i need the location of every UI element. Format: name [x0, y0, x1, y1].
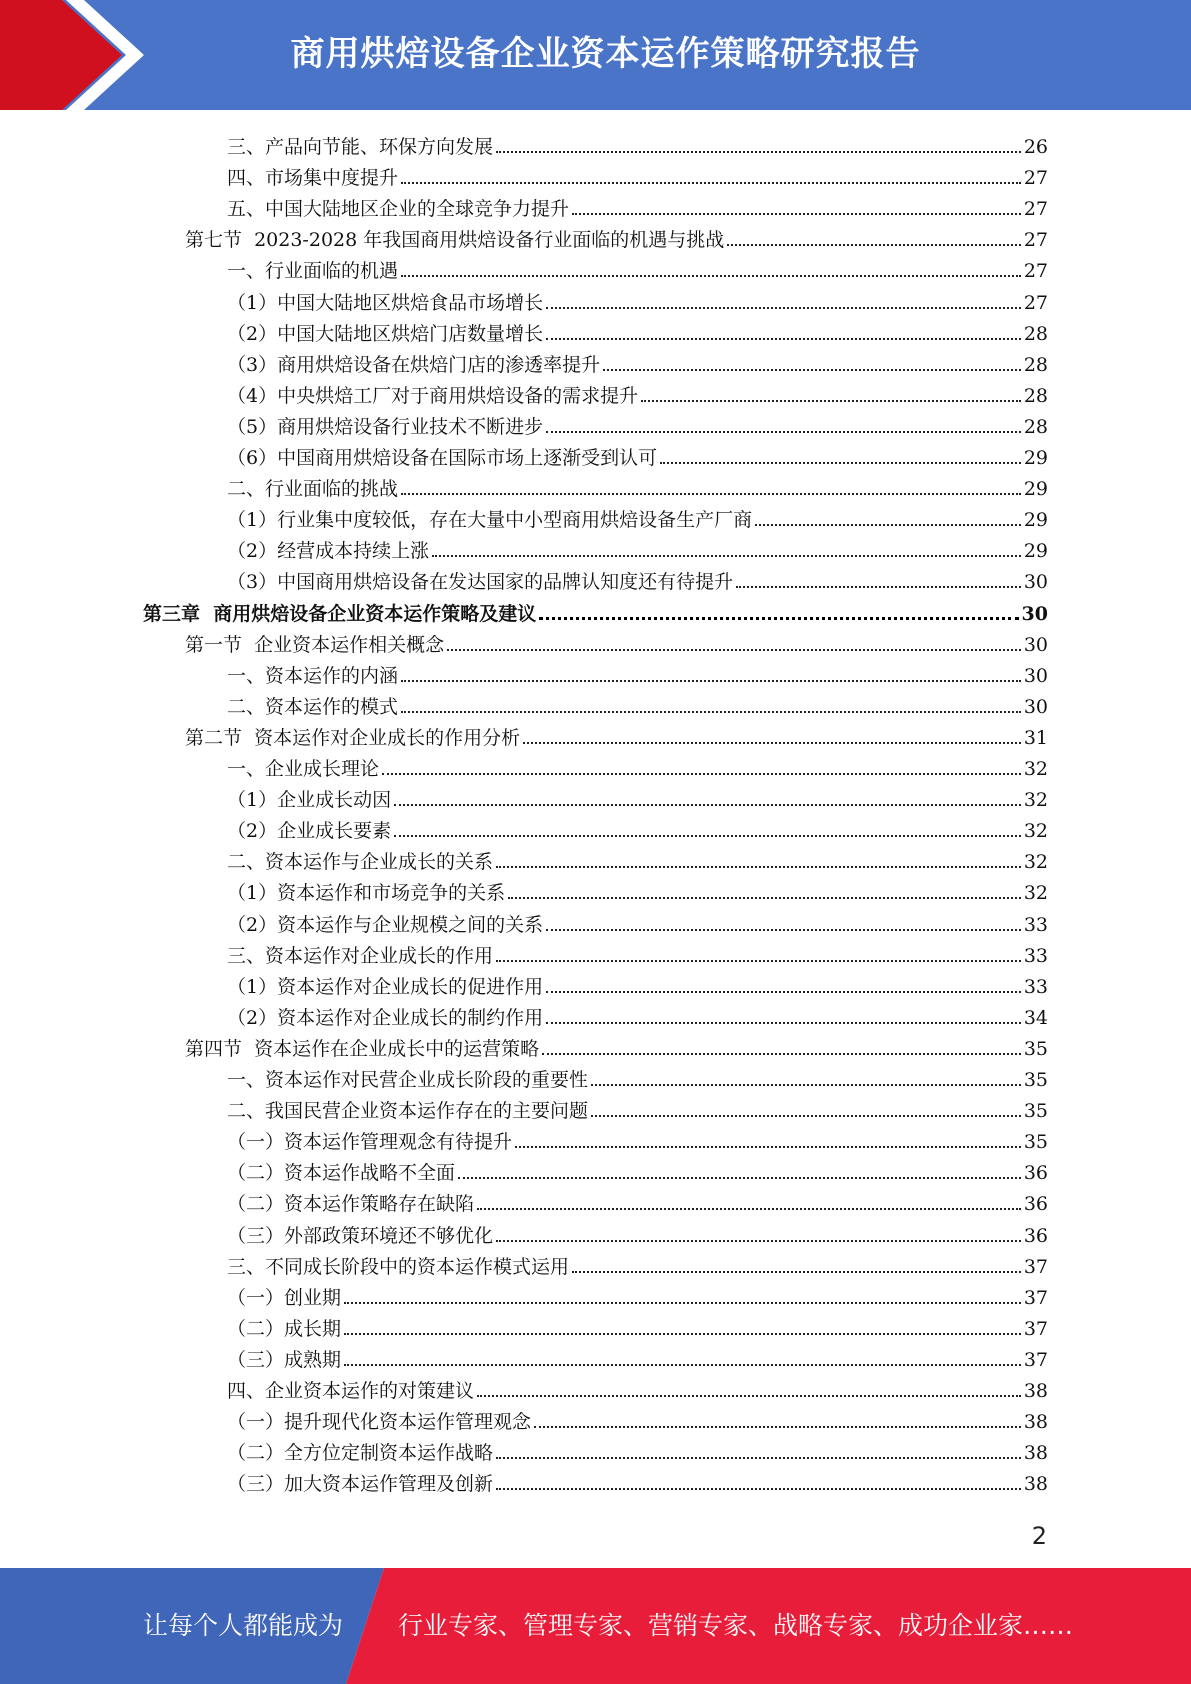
toc-entry-label: （3）中国商用烘焙设备在发达国家的品牌认知度还有待提升	[227, 571, 734, 594]
toc-entry[interactable]	[227, 562, 1048, 593]
toc-dot-leader	[496, 1488, 1021, 1490]
toc-entry-label: （一）提升现代化资本运作管理观念	[227, 1411, 532, 1434]
toc-entry[interactable]	[227, 283, 1048, 314]
toc-entry-page: 33	[1023, 944, 1048, 967]
toc-entry-page: 38	[1023, 1380, 1048, 1402]
toc-entry-label: （1）中国大陆地区烘焙食品市场增长	[227, 291, 544, 314]
toc-entry[interactable]	[227, 1247, 1048, 1278]
toc-entry[interactable]	[227, 687, 1048, 718]
toc-entry-page: 36	[1023, 1193, 1048, 1216]
toc-entry[interactable]	[227, 656, 1048, 687]
toc-dot-leader	[496, 960, 1021, 962]
toc-dot-leader	[344, 1364, 1021, 1366]
toc-entry[interactable]	[227, 998, 1048, 1029]
toc-dot-leader	[591, 1084, 1021, 1086]
toc-entry-label: 三、不同成长阶段中的资本运作模式运用	[227, 1255, 570, 1278]
toc-entry-label: 一、行业面临的机遇	[227, 260, 399, 283]
footer-slogan-left: 让每个人都能成为	[143, 1611, 344, 1640]
toc-entry[interactable]	[227, 345, 1048, 376]
toc-entry[interactable]	[227, 1091, 1048, 1122]
toc-entry[interactable]	[227, 1153, 1048, 1184]
toc-entry-page: 32	[1023, 851, 1048, 874]
toc-entry-page: 30	[1023, 571, 1048, 594]
toc-dot-leader	[458, 1177, 1021, 1179]
toc-entry[interactable]	[185, 625, 1048, 656]
toc-entry[interactable]	[227, 1371, 1048, 1402]
toc-entry-page: 37	[1023, 1348, 1048, 1371]
toc-entry[interactable]	[227, 967, 1048, 998]
toc-entry-label: （2）中国大陆地区烘焙门店数量增长	[227, 322, 544, 345]
toc-entry[interactable]	[227, 811, 1048, 842]
toc-entry-label: （2）经营成本持续上涨	[227, 540, 430, 563]
toc-entry-page: 32	[1023, 758, 1048, 780]
toc-dot-leader	[496, 866, 1021, 868]
toc-entry-label: （二）资本运作战略不全面	[227, 1162, 456, 1185]
toc-dot-leader	[546, 929, 1021, 931]
toc-dot-leader	[382, 773, 1021, 775]
toc-dot-leader	[603, 369, 1021, 371]
toc-entry-page: 36	[1023, 1162, 1048, 1185]
toc-entry-page: 30	[1023, 633, 1048, 656]
toc-entry-page: 29	[1023, 540, 1048, 563]
toc-entry-page: 38	[1023, 1442, 1048, 1465]
toc-entry[interactable]	[227, 1309, 1048, 1340]
toc-dot-leader	[477, 1395, 1021, 1397]
toc-entry-label: 四、市场集中度提升	[227, 167, 399, 190]
toc-dot-leader	[546, 991, 1021, 993]
toc-entry-label: 二、我国民营企业资本运作存在的主要问题	[227, 1100, 589, 1123]
toc-entry[interactable]	[227, 500, 1048, 531]
toc-entry-label: （1）行业集中度较低，存在大量中小型商用烘焙设备生产厂商	[227, 509, 753, 532]
toc-entry-page: 32	[1023, 882, 1048, 905]
toc-dot-leader	[508, 897, 1021, 899]
report-title: 商用烘焙设备企业资本运作策略研究报告	[290, 34, 921, 74]
toc-entry-page: 34	[1023, 1006, 1048, 1029]
toc-dot-leader	[401, 711, 1021, 713]
toc-entry[interactable]	[227, 189, 1048, 220]
toc-entry-label: （1）企业成长动因	[227, 789, 392, 812]
toc-entry-label: （1）资本运作和市场竞争的关系	[227, 882, 506, 905]
toc-entry-label: 三、资本运作对企业成长的作用	[227, 944, 494, 967]
toc-dot-leader	[523, 742, 1021, 744]
toc-entry-label: （一）创业期	[227, 1286, 342, 1309]
toc-dot-leader	[534, 1426, 1021, 1428]
toc-entry-label: （2）企业成长要素	[227, 820, 392, 843]
toc-entry-label: （三）成熟期	[227, 1348, 342, 1371]
toc-entry-label: 一、资本运作对民营企业成长阶段的重要性	[227, 1069, 589, 1091]
toc-entry-page: 37	[1023, 1286, 1048, 1309]
toc-entry-page: 30	[1023, 664, 1048, 687]
toc-dot-leader	[477, 1208, 1021, 1210]
header-band	[0, 0, 1191, 110]
toc-entry[interactable]	[227, 407, 1048, 438]
toc-entry[interactable]	[227, 1433, 1048, 1464]
toc-entry-label: 五、中国大陆地区企业的全球竞争力提升	[227, 198, 570, 221]
toc-entry-page: 29	[1023, 478, 1048, 501]
toc-entry-label: （3）商用烘焙设备在烘焙门店的渗透率提升	[227, 353, 601, 376]
toc-dot-leader	[447, 649, 1021, 651]
toc-entry-label: （6）中国商用烘焙设备在国际市场上逐渐受到认可	[227, 447, 658, 469]
toc-entry-page: 33	[1023, 975, 1048, 998]
toc-entry[interactable]	[185, 718, 1048, 749]
toc-entry[interactable]	[185, 1029, 1048, 1060]
toc-entry-page: 28	[1023, 322, 1048, 345]
toc-entry-page: 29	[1023, 509, 1048, 532]
toc-entry-label: 第四节 资本运作在企业成长中的运营策略	[185, 1037, 540, 1060]
toc-dot-leader	[344, 1333, 1021, 1335]
toc-entry-page: 38	[1023, 1411, 1048, 1434]
toc-dot-leader	[496, 1457, 1021, 1459]
toc-entry-label: （三）外部政策环境还不够优化	[227, 1224, 494, 1247]
toc-dot-leader	[401, 275, 1021, 277]
toc-entry[interactable]	[227, 469, 1048, 500]
toc-entry-page: 27	[1023, 198, 1048, 221]
toc-entry-page: 30	[1023, 695, 1048, 718]
toc-entry-label: （二）资本运作策略存在缺陷	[227, 1193, 475, 1216]
toc-entry-page: 31	[1023, 726, 1048, 749]
toc-dot-leader	[394, 804, 1021, 806]
toc-dot-leader	[641, 400, 1021, 402]
page-number: 2	[1031, 1522, 1047, 1550]
toc-entry-page: 37	[1023, 1255, 1048, 1278]
toc-dot-leader	[432, 555, 1021, 557]
toc-entry-label: 二、资本运作与企业成长的关系	[227, 851, 494, 874]
toc-entry-page: 27	[1023, 260, 1048, 283]
toc-entry[interactable]	[185, 220, 1048, 251]
toc-entry-label: （2）资本运作与企业规模之间的关系	[227, 913, 544, 936]
toc-entry-label: 第一节 企业资本运作相关概念	[185, 633, 445, 656]
toc-entry[interactable]	[227, 842, 1048, 873]
toc-entry-page: 35	[1023, 1131, 1048, 1154]
toc-dot-leader	[401, 493, 1021, 495]
toc-dot-leader	[344, 1302, 1021, 1304]
toc-entry-page: 29	[1023, 447, 1048, 469]
toc-dot-leader	[546, 338, 1021, 340]
toc-entry-page: 36	[1023, 1224, 1048, 1247]
toc-dot-leader	[660, 462, 1021, 464]
toc-entry[interactable]	[227, 1402, 1048, 1433]
toc-dot-leader	[546, 307, 1021, 309]
toc-entry-label: （二）全方位定制资本运作战略	[227, 1442, 494, 1465]
toc-entry-label: （三）加大资本运作管理及创新	[227, 1473, 494, 1496]
toc-entry-page: 35	[1023, 1100, 1048, 1123]
toc-dot-leader	[755, 524, 1021, 526]
toc-entry[interactable]	[143, 594, 1048, 625]
toc-entry[interactable]	[227, 1216, 1048, 1247]
toc-entry[interactable]	[227, 780, 1048, 811]
toc-entry[interactable]	[227, 1184, 1048, 1215]
toc-entry[interactable]	[227, 531, 1048, 562]
toc-dot-leader	[546, 431, 1021, 433]
toc-entry-label: （4）中央烘焙工厂对于商用烘焙设备的需求提升	[227, 384, 639, 407]
toc-dot-leader	[401, 680, 1021, 682]
toc-entry-label: （一）资本运作管理观念有待提升	[227, 1131, 513, 1154]
toc-entry-label: （5）商用烘焙设备行业技术不断进步	[227, 415, 544, 438]
toc-entry-page: 37	[1023, 1317, 1048, 1340]
toc-dot-leader	[591, 1115, 1021, 1117]
toc-entry-label: 第二节 资本运作对企业成长的作用分析	[185, 726, 521, 749]
toc-entry-label: 二、资本运作的模式	[227, 695, 399, 718]
toc-dot-leader	[542, 1053, 1021, 1055]
toc-entry-label: 第三章 商用烘焙设备企业资本运作策略及建议	[143, 602, 537, 625]
toc-entry-label: （二）成长期	[227, 1317, 342, 1340]
toc-dot-leader	[394, 835, 1021, 837]
footer-band	[0, 1568, 1191, 1684]
toc-dot-leader	[727, 244, 1021, 246]
toc-entry-label: 第七节 2023-2028 年我国商用烘焙设备行业面临的机遇与挑战	[185, 229, 725, 252]
toc-entry-label: 二、行业面临的挑战	[227, 478, 399, 501]
toc-dot-leader	[401, 182, 1021, 184]
toc-entry[interactable]	[227, 1278, 1048, 1309]
toc-dot-leader	[539, 617, 1018, 620]
toc-entry-page: 38	[1023, 1473, 1048, 1496]
toc-entry[interactable]	[227, 251, 1048, 282]
toc-entry-page: 32	[1023, 820, 1048, 843]
toc-entry[interactable]	[227, 376, 1048, 407]
toc-entry-page: 28	[1023, 353, 1048, 376]
toc-entry-label: 三、产品向节能、环保方向发展	[227, 136, 494, 158]
toc-entry-label: （2）资本运作对企业成长的制约作用	[227, 1006, 544, 1029]
toc-entry[interactable]	[227, 873, 1048, 904]
toc-entry-page: 26	[1023, 136, 1048, 158]
toc-dot-leader	[572, 213, 1021, 215]
toc-dot-leader	[546, 1022, 1021, 1024]
toc-entry[interactable]	[227, 936, 1048, 967]
toc-entry-page: 27	[1023, 229, 1048, 252]
toc-entry[interactable]	[227, 905, 1048, 936]
toc-dot-leader	[496, 1240, 1021, 1242]
toc-dot-leader	[496, 151, 1021, 153]
toc-entry[interactable]	[227, 1060, 1048, 1091]
toc-entry[interactable]	[227, 127, 1048, 158]
toc-entry[interactable]	[227, 749, 1048, 780]
toc-entry-label: 一、企业成长理论	[227, 758, 380, 780]
toc-entry-label: 一、资本运作的内涵	[227, 664, 399, 687]
toc-dot-leader	[572, 1271, 1021, 1273]
toc-entry-page: 35	[1023, 1037, 1048, 1060]
toc-entry[interactable]	[227, 314, 1048, 345]
toc-entry[interactable]	[227, 1464, 1048, 1495]
toc-entry-label: （1）资本运作对企业成长的促进作用	[227, 975, 544, 998]
toc-entry-label: 四、企业资本运作的对策建议	[227, 1380, 475, 1402]
toc-dot-leader	[736, 586, 1021, 588]
toc-entry-page: 28	[1023, 415, 1048, 438]
toc-entry-page: 27	[1023, 167, 1048, 190]
toc-entry-page: 35	[1023, 1069, 1048, 1091]
toc-entry-page: 27	[1023, 291, 1048, 314]
toc-entry-page: 30	[1021, 602, 1048, 625]
toc-entry-page: 28	[1023, 384, 1048, 407]
toc-dot-leader	[515, 1146, 1021, 1148]
toc-entry[interactable]	[227, 1122, 1048, 1153]
toc-entry-page: 33	[1023, 913, 1048, 936]
toc-entry-page: 32	[1023, 789, 1048, 812]
toc-entry[interactable]	[227, 438, 1048, 469]
toc-entry[interactable]	[227, 158, 1048, 189]
footer-slogan-right: 行业专家、管理专家、营销专家、战略专家、成功企业家……	[398, 1611, 1074, 1640]
toc-entry[interactable]	[227, 1340, 1048, 1371]
